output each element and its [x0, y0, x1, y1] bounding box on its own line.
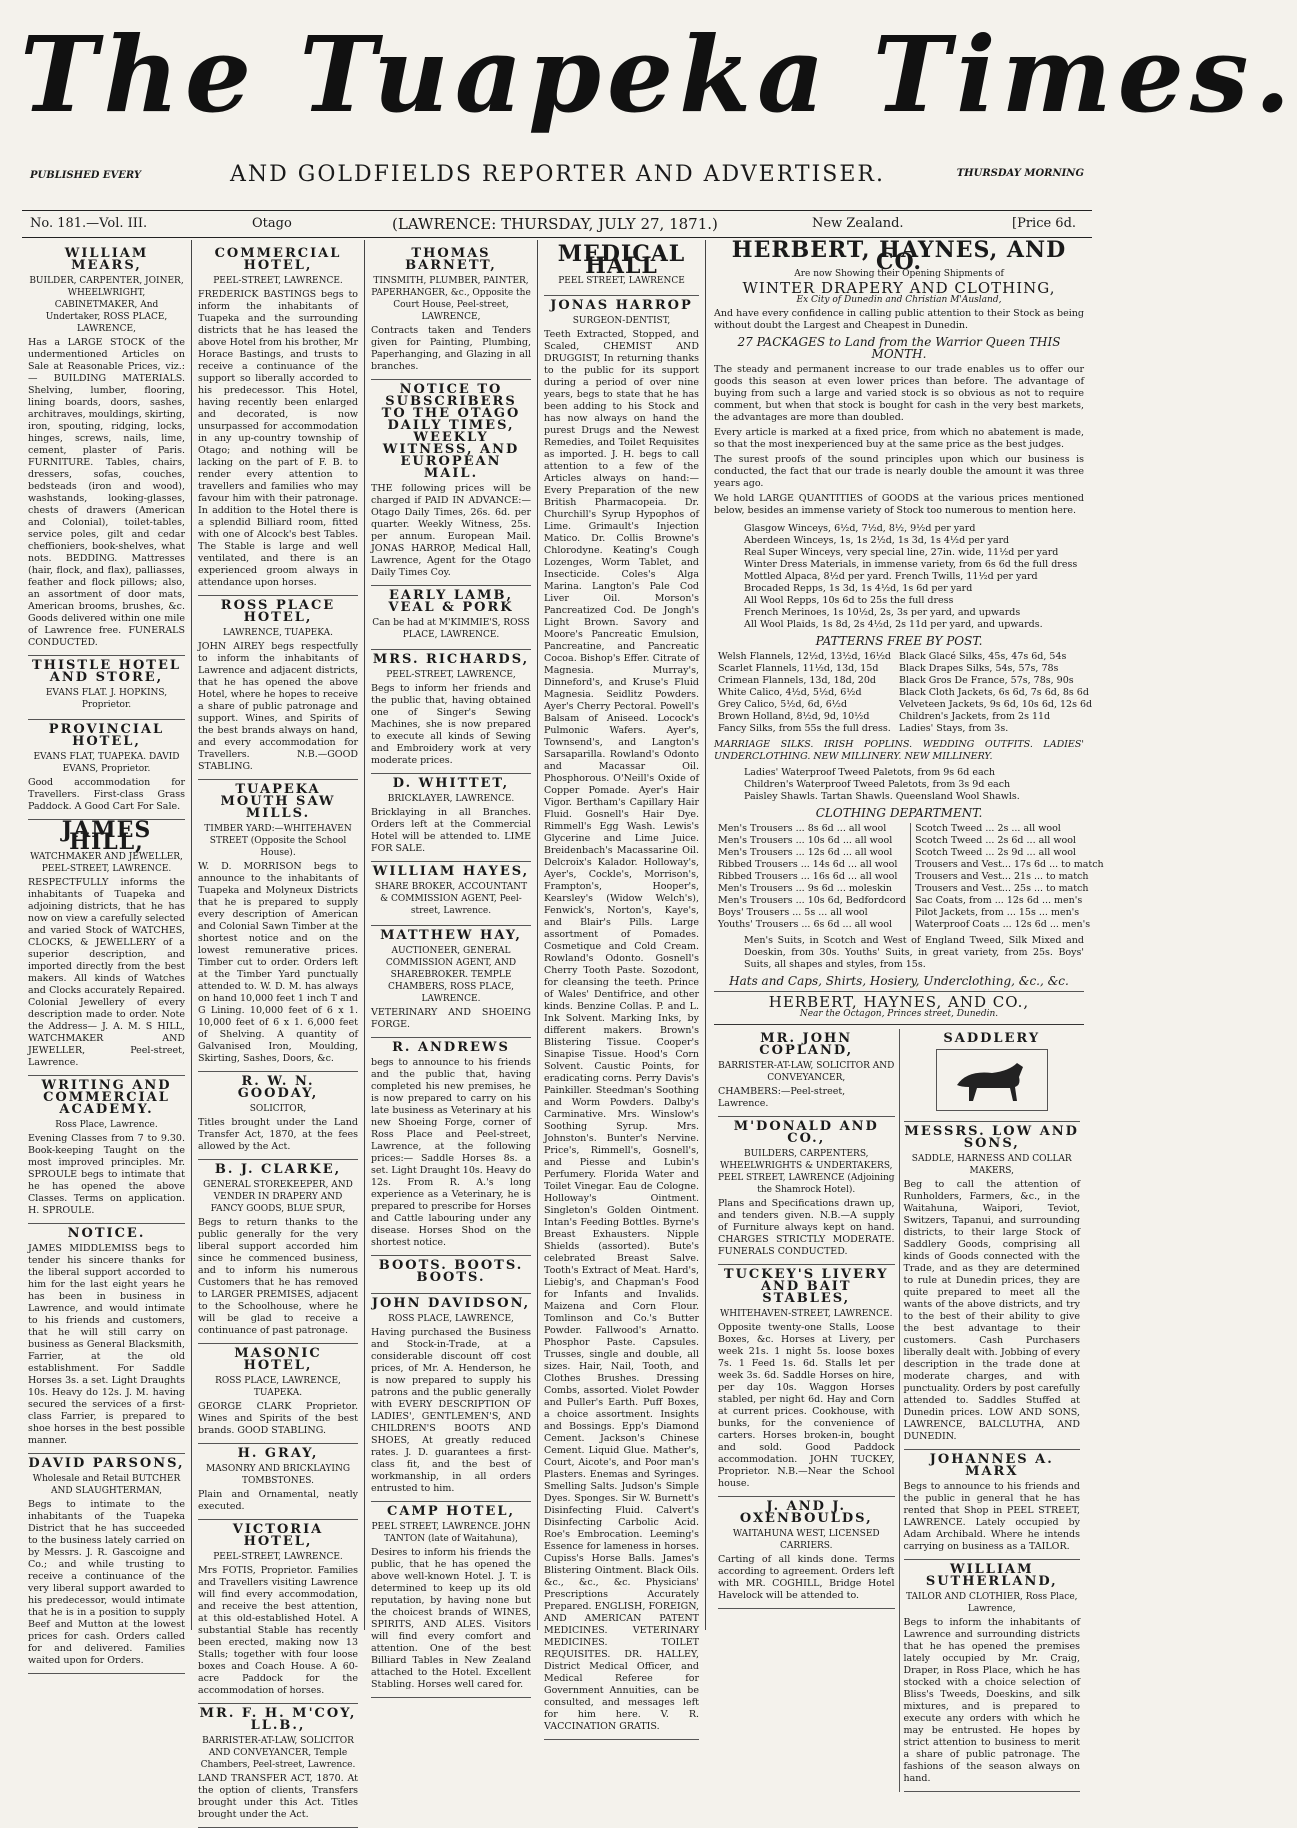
ad-subheading: BRICKLAYER, LAWRENCE.	[387, 794, 515, 804]
ad-subheading: BARRISTER-AT-LAW, SOLICITOR AND CONVEYANCER,	[718, 1061, 895, 1083]
advertisement	[198, 1704, 358, 1828]
advertisement	[904, 1029, 1081, 1122]
tweed-item: Trousers and Vest... 17s 6d ... to match	[915, 859, 1104, 870]
advertisement	[904, 1560, 1081, 1792]
ad-heading: JOHN DAVIDSON,	[371, 1296, 531, 1311]
advertisement	[28, 720, 185, 820]
ad-heading: TUAPEKA MOUTH SAW MILLS.	[220, 782, 336, 821]
herbert-hats: Hats and Caps, Shirts, Hosiery, Underclothing, &c., &c.	[729, 974, 1069, 988]
trousers-item: Boys' Trousers ... 5s ... all wool	[718, 907, 868, 918]
ad-body: CHAMBERS:—Peel-street, Lawrence.	[718, 1086, 846, 1109]
ad-body: Carting of all kinds done. Terms according to agreement. Orders left with MR. COGHILL, Bridge Hotel Havelock will be attended to.	[718, 1554, 895, 1601]
advertisement	[718, 1029, 895, 1117]
ad-heading: MEDICAL HALL	[557, 241, 686, 279]
ad-subheading: PEEL STREET, LAWRENCE	[558, 276, 685, 286]
ad-body: Plans and Specifications drawn up, and tenders given. N.B.—A supply of Furniture always kept on hand. CHARGES STRICTLY MODERATE. FUNERALS CONDUCTED.	[718, 1198, 895, 1257]
herbert-footer-address: Near the Octagon, Princes street, Dunedin.	[714, 1008, 1084, 1025]
ad-heading: COMMERCIAL HOTEL,	[214, 246, 342, 273]
ad-body: Bricklaying in all Branches. Orders left at the Commercial Hotel will be attended to. LIME FOR SALE.	[371, 807, 531, 854]
ad-heading: J. AND J. OXENBOULDS,	[739, 1499, 873, 1526]
herbert-price-list	[744, 523, 1084, 631]
herbert-clothing	[714, 823, 1104, 931]
column-3	[365, 240, 538, 1690]
ad-subheading: SADDLE, HARNESS AND COLLAR MAKERS,	[911, 1154, 1072, 1176]
ad-body: THE following prices will be charged if PAID IN ADVANCE:— Otago Daily Times, 26s. 6d. per quarter. Weekly Witness, 25s. per annum. European Mail. JONAS HARROP, Medical Hall, Lawrence, Agent for the Otago Daily Times Coy.	[371, 483, 531, 578]
waterproof-item: Paisley Shawls. Tartan Shawls. Queensland Wool Shawls.	[744, 791, 1020, 802]
tweed-item: Scotch Tweed ... 2s 6d ... all wool	[915, 835, 1076, 846]
ad-heading: B. J. CLARKE,	[214, 1162, 342, 1177]
ad-heading: M'DONALD AND CO.,	[733, 1119, 879, 1146]
advertisement	[198, 780, 358, 1072]
advertisement	[198, 244, 358, 596]
silk-item: Children's Jackets, from 2s 11d	[898, 711, 1051, 722]
advertisement	[544, 241, 699, 296]
herbert-suits: Men's Suits, in Scotch and West of England Tweed, Silk Mixed and Doeskin, from 30s. Youths' Suits, in great variety, from 25s. Boys' Suits, all shapes and styles, from 15s.	[744, 935, 1084, 970]
ad-body: Has a LARGE STOCK of the undermentioned Articles on Sale at Reasonable Prices, viz.:— BUILDING MATERIALS. Shelving, lumber, flooring, lining boards, doors, sashes, architraves, mouldings, skirting, iron, spouting, ridging, locks, hinges, screws, nails, lime, cement, plaster of Paris. FURNITURE. Tables, chairs, dressers, sofas, couches, bedsteads (iron and wood), washstands, looking-glasses, chests of drawers (American and Colonial), toilet-tables, service poles, gilt and cedar cheffioniers, book-shelves, what nots. BEDDING. Mattresses (hair, flock, and flax), palliasses, feather and flock pillows; also, an assortment of door mats, American brooms, brushes, &c. Goods delivered within one mile of Lawrence free. FUNERALS CONDUCTED.	[28, 337, 186, 648]
price-list-item: Winter Dress Materials, in immense variety, from 6s 6d the full dress	[744, 559, 1078, 570]
advertisement	[371, 650, 531, 774]
advertisement	[198, 1072, 358, 1160]
ad-subheading: SHARE BROKER, ACCOUNTANT & COMMISSION AGENT, Peel-street, Lawrence.	[374, 882, 528, 916]
ad-heading: VICTORIA HOTEL,	[232, 1522, 324, 1549]
issue-number: No. 181.—Vol. III.	[30, 216, 148, 231]
advertisement	[198, 1520, 358, 1704]
ad-subheading: SOLICITOR,	[249, 1104, 307, 1114]
issue-info-bar	[22, 210, 1092, 238]
advertisement	[198, 1160, 358, 1344]
ad-body: JOHN AIREY begs respectfully to inform the inhabitants of Lawrence and adjacent districts, that he has opened the above Hotel, where he hopes to receive a share of public patronage and support. Wines, and Spirits of the best brands always on hand, and every accommodation for Travellers. N.B.—GOOD STABLING.	[198, 641, 358, 772]
ad-body: Evening Classes from 7 to 9.30. Book-keeping Taught on the most improved principles. Mr. SPROULE begs to intimate that he has opened the above Classes. Terms on application. H. SPROULE.	[28, 1133, 185, 1216]
column-4	[538, 240, 706, 1732]
clothing-right	[911, 823, 1108, 931]
advertisement	[371, 1502, 531, 1698]
ad-heading: NOTICE.	[67, 1226, 146, 1241]
price-list-item: French Merinoes, 1s 10½d, 2s, 3s per yard, and upwards	[744, 607, 1021, 618]
advertisement	[371, 244, 531, 380]
advertisement	[371, 586, 531, 650]
ad-subheading: ROSS PLACE, LAWRENCE,	[388, 1314, 514, 1324]
advertisement	[371, 380, 531, 586]
ad-body: W. D. MORRISON begs to announce to the inhabitants of Tuapeka and Molyneux Districts that he is prepared to supply every description of American and Colonial Sawn Timber at the shortest notice and on the lowest remunerative prices. Timber cut to order. Orders left at the Timber Yard punctually attended to. W. D. M. has always on hand 10,000 feet 1 inch T and G Lining. 10,000 feet of 6 x 1. 10,000 feet of 6 x 1. 6,000 feet of Shelving. A quantity of Galvanised Iron, Moulding, Skirting, Sashes, Doors, &c.	[198, 861, 358, 1064]
ad-heading: NOTICE TO SUBSCRIBERS TO THE OTAGO DAILY TIMES, WEEKLY WITNESS, AND EUROPEAN MAIL.	[381, 382, 521, 481]
ad-body: Begs to inform her friends and the public that, having obtained one of Singer's Sewing Machines, she is now prepared to execute all kinds of Sewing and Embroidery work at very moderate prices.	[371, 683, 531, 766]
ad-body: JAMES MIDDLEMISS begs to tender his sincere thanks for the liberal support accorded to him for the last eight years he has been in business in Lawrence, and would intimate to his friends and customers, that he will still carry on business as General Blacksmith, Farrier, at the old establishment. For Saddle Horses 3s. a set. Light Draughts 10s. Heavy do 12s. J. M. having secured the services of a first-class Farrier, is prepared to shoe horses in the best possible manner.	[28, 1243, 185, 1446]
ad-body: Begs to announce to his friends and the public in general that he has rented that Shop in PEEL STREET, LAWRENCE. Lately occupied by Adam Archibald. Where he intends carrying on business as a TAILOR.	[903, 1481, 1080, 1552]
silk-item: Black Cloth Jackets, 6s 6d, 7s 6d, 8s 6d	[898, 687, 1089, 698]
clothing-left	[714, 823, 911, 931]
advertisement	[371, 1256, 531, 1294]
published-day-label: THURSDAY MORNING	[956, 168, 1084, 179]
herbert-text2: The steady and permanent increase to our trade enables us to offer our goods this season at even lower prices than before. The advantage of buying from such a large and varied stock is so obvious as not to require comment, but when that stock is bought for cash in the very best markets, the advantages are more than doubled.	[714, 364, 1084, 423]
tweed-item: Sac Coats, from ... 12s 6d ... men's	[915, 895, 1083, 906]
ad-subheading: ROSS PLACE, LAWRENCE, TUAPEKA.	[215, 1376, 341, 1398]
silk-item: Black Drapes Silks, 54s, 57s, 78s	[898, 663, 1059, 674]
waterproof-item: Ladies' Waterproof Tweed Paletots, from 9s 6d each	[744, 767, 996, 778]
flannel-item: Welsh Flannels, 12½d, 13½d, 16½d	[718, 651, 891, 662]
ad-heading: ROSS PLACE HOTEL,	[220, 598, 336, 625]
tweed-item: Waterproof Coats ... 12s 6d ... men's	[915, 919, 1091, 930]
ad-body: Mrs FOTIS, Proprietor. Families and Travellers visiting Lawrence will find every accommodation, and receive the best attention, at this old-established Hotel. A substantial Stable has recently been erected, making now 13 Stalls; together with four loose boxes and Coach House. A 60-acre Paddock for the accommodation of horses.	[198, 1565, 358, 1696]
ad-subheading: TIMBER YARD:—WHITEHAVEN STREET (Opposite the School House).	[204, 824, 352, 858]
horse-illustration	[936, 1049, 1048, 1111]
waterproof-item: Children's Waterproof Tweed Paletots, from 3s 9d each	[744, 779, 1011, 790]
price-list-item: Brocaded Repps, 1s 3d, 1s 4½d, 1s 6d per yard	[744, 583, 973, 594]
herbert-text3: Every article is marked at a fixed price, from which no abatement is made, so that the most inexperienced buy at the same price as the best judges.	[714, 427, 1084, 450]
flannels-right	[895, 651, 1096, 735]
ad-heading: MESSRS. LOW AND SONS,	[904, 1124, 1079, 1151]
ad-heading: R. ANDREWS	[392, 1040, 510, 1055]
ad-subheading: TAILOR AND CLOTHIER, Ross Place, Lawrence,	[905, 1592, 1078, 1614]
herbert-flannels	[714, 651, 1093, 735]
ad-heading: SADDLERY	[943, 1031, 1041, 1046]
ad-heading: WILLIAM MEARS,	[64, 246, 149, 273]
ad-body: Good accommodation for Travellers. First-class Grass Paddock. A Good Cart For Sale.	[28, 777, 185, 812]
advertisement	[198, 1444, 358, 1520]
issue-country: New Zealand.	[812, 216, 904, 231]
herbert-waterproof	[744, 767, 1084, 803]
ad-heading: CAMP HOTEL,	[387, 1504, 515, 1519]
trousers-item: Men's Trousers ... 9s 6d ... moleskin	[718, 883, 893, 894]
ad-subheading: BARRISTER-AT-LAW, SOLICITOR AND CONVEYANCER, Temple Chambers, Peel-street, Lawrence.	[200, 1736, 356, 1770]
advertisement	[371, 926, 531, 1038]
herbert-text5: We hold LARGE QUANTITIES of GOODS at the various prices mentioned below, besides an immense variety of Stock too numerous to mention here.	[714, 493, 1084, 516]
ad-subheading: TINSMITH, PLUMBER, PAINTER, PAPERHANGER, &c., Opposite the Court House, Peel-street, LAWRENCE,	[371, 276, 531, 322]
herbert-clothing-heading: CLOTHING DEPARTMENT.	[815, 806, 983, 820]
advertisement	[28, 817, 185, 1076]
ad-subheading: WATCHMAKER AND JEWELLER, PEEL-STREET, LAWRENCE.	[30, 852, 183, 874]
ad-heading: BOOTS. BOOTS. BOOTS.	[378, 1258, 524, 1285]
newspaper-subtitle: AND GOLDFIELDS REPORTER AND ADVERTISER.	[230, 162, 885, 187]
ad-heading: MRS. RICHARDS,	[372, 652, 530, 667]
issue-dateline: (LAWRENCE: THURSDAY, JULY 27, 1871.)	[392, 215, 718, 233]
ad-subheading: Ross Place, Lawrence.	[55, 1120, 158, 1130]
price-list-item: Mottled Alpaca, 8½d per yard. French Twills, 11½d per yard	[744, 571, 1038, 582]
ad-body: LAND TRANSFER ACT, 1870. At the option of clients, Transfers brought under this Act. Titles brought under the Act.	[198, 1773, 358, 1820]
ad-heading: WILLIAM SUTHERLAND,	[925, 1562, 1058, 1589]
ad-subheading: Wholesale and Retail BUTCHER AND SLAUGHTERMAN,	[32, 1474, 181, 1496]
ad-heading: R. W. N. GOODAY,	[237, 1074, 319, 1101]
advertisement	[28, 656, 185, 720]
trousers-item: Men's Trousers ... 12s 6d ... all wool	[718, 847, 893, 858]
ad-heading: MATTHEW HAY,	[380, 928, 522, 943]
ad-heading: DAVID PARSONS,	[28, 1456, 185, 1471]
column-5a	[714, 1029, 900, 1792]
tweed-item: Scotch Tweed ... 2s 9d ... all wool	[915, 847, 1076, 858]
ad-body: FREDERICK BASTINGS begs to inform the inhabitants of Tuapeka and the surrounding districts that he has leased the above Hotel from his brother, Mr Horace Bastings, and trusts to receive a continuance of the support so liberally accorded to his predecessor. This Hotel, having recently been enlarged and decorated, is now unsurpassed for accommodation in any up-country township of Otago; and nothing will be lacking on the part of F. B. to render every attention to travellers and families who may favour him with their patronage. In addition to the Hotel there is a splendid Billiard room, fitted with one of Alcock's best Tables. The Stable is large and well ventilated, and there is an experienced groom always in attendance upon horses.	[198, 289, 358, 588]
masthead	[0, 0, 1297, 200]
ad-body: GEORGE CLARK Proprietor. Wines and Spirits of the best brands. GOOD STABLING.	[198, 1401, 358, 1436]
price-list-item: Glasgow Winceys, 6½d, 7½d, 8½, 9½d per yard	[744, 523, 976, 534]
trousers-item: Men's Trousers ... 10s 6d, Bedfordcord	[718, 895, 907, 906]
ad-body: Desires to inform his friends the public, that he has opened the above well-known Hotel. J. T. is determined to keep up its old reputation, by having none but the choicest brands of WINES, SPIRITS, AND ALES. Visitors will find every comfort and attention. One of the best Billiard Tables in New Zealand attached to the Hotel. Excellent Stabling. Horses well cared for.	[371, 1547, 531, 1690]
advertisement	[371, 1294, 531, 1502]
price-list-item: Aberdeen Winceys, 1s, 1s 2½d, 1s 3d, 1s 4½d per yard	[744, 535, 1010, 546]
ad-subheading: WAITAHUNA WEST, LICENSED CARRIERS.	[732, 1529, 880, 1551]
ad-heading: H. GRAY,	[237, 1446, 319, 1461]
column-2	[192, 240, 365, 1820]
trousers-item: Men's Trousers ... 8s 6d ... all wool	[718, 823, 887, 834]
trousers-item: Youths' Trousers ... 6s 6d ... all wool	[718, 919, 892, 930]
advertisement	[28, 1224, 185, 1454]
column-5	[706, 237, 1104, 1784]
ad-body: Teeth Extracted, Stopped, and Scaled, CHEMIST AND DRUGGIST, In returning thanks to the public for its support during a period of over nine years, begs to state that he has been adding to his Stock and has now always on hand the purest Drugs and the Newest Remedies, and Toilet Requisites as imported. J. H. begs to call attention to a few of the Articles always on hand:— Every Preparation of the new British Pharmacopeia. Dr. Churchill's Syrup Hypophos of Lime. Grimault's Injection Matico. Dr. Collis Browne's Chlorodyne. Keating's Cough Lozenges, Worm Tablet, and Insecticide. Coles's Alga Marina. Langton's Pale Cod Liver Oil. Morson's Pancreatized Cod. De Jongh's Light Brown. Savory and Moore's Pancreatic Emulsion, Pancreatine, and Pancreatic Cocoa. Bishop's Effer. Citrate of Magnesia. Murray's, Dinneford's, and Kruse's Fluid Magnesia. Seidlitz Powders. Ayer's Cherry Pectoral. Powell's Balsam of Aniseed. Locock's Pulmonic Wafers. Ayer's, Townsend's, and Langton's Sarsaparilla. Rowland's Odonto and Macassar Oil. Phosphorous. O'Neill's Oxide of Copper Pomade. Ayer's Hair Vigor. Bertham's Capillary Hair Fluid. Gosnell's Hair Dye. Rimmell's Egg Wash. Lewis's Glycerine and Lime Juice. Breidenbach's Macassarine Oil. Delcroix's Kalador. Holloway's, Ayer's, Cockle's, Morrison's, Frampton's, Hooper's, Kearsley's (Widow Welch's), Fenwick's, Norton's, Kaye's, and Blair's Pills. Large assortment of Pomades. Cosmetique and Cold Cream. Rowland's Odonto. Gosnell's Cherry Tooth Paste. Sozodont, for cleansing the teeth. Prince of Wales' Dentifrice, and other kinds. Benzine Collas. P. and L. Ink Solvent. Marking Inks, by different makers. Brown's Blistering Tissue. Cooper's Sinapise Tissue. Hood's Corn Solvent. Caustic Points, for eradicating corns. Perry Davis's Painkiller. Steedman's Soothing and Worm Powders. Dalby's Carminative. Mrs. Winslow's Soothing Syrup. Mrs. Johnston's. Bunter's Nervine. Price's, Rimmell's, Gosnell's, and Piesse and Lubin's Perfumery. Florida Water and Toilet Vinegar. Eau de Cologne. Holloway's Ointment. Singleton's Golden Ointment. Intan's Feeding Bottles. Byrne's Breast Exhausters. Nipple Shields (assorted). Bute's celebrated Breast Salve. Tooth's Extract of Meat. Hard's, Liebig's, and Chapman's Food for Infants and Invalids. Maizena and Corn Flour. Tomlinson and Co.'s Butter Powder. Fallwood's Arnatto. Phosphor Paste. Capsules. Trusses, single and double, all sizes. Hair, Nail, Tooth, and Clothes Brushes. Dressing Combs, assorted. Violet Powder and Puller's Earth. Puff Boxes, a choice assortment. Insights and Bossings. Epp's Diamond Cement. Jackson's Chinese Cement. Liquid Glue. Mather's, Court, Aicote's, and Poor man's Plasters. Enemas and Syringes. Smelling Salts. Judson's Simple Dyes. Sponges. Sir W. Burnett's Disinfecting Fluid. Calvert's Disinfecting Carbolic Acid. Roe's Embrocation. Leeming's Essence for lameness in horses. Cupiss's Horse Balls. James's Blistering Ointment. Black Oils. &c., &c., &c. Physicians' Prescriptions Accurately Prepared. ENGLISH, FOREIGN, AND AMERICAN PATENT MEDICINES. VETERINARY MEDICINES. TOILET REQUISITES. DR. HALLEY, District Medical Officer, and Medical Referee for Government Annuities, can be consulted, and messages left for him here. V. R. VACCINATION GRATIS.	[544, 329, 699, 1732]
ad-body: Begs to intimate to the inhabitants of the Tuapeka District that he has succeeded to the business lately carried on by Messrs. J. R. Gascoigne and Co.; and while trusting to receive a continuance of the very liberal support awarded to his predecessor, would intimate that he is in a position to supply Beef and Mutton at the lowest prices for cash. Orders called for and delivered. Families waited upon for Orders.	[28, 1499, 185, 1666]
ad-body: Titles brought under the Land Transfer Act, 1870, at the fees allowed by the Act.	[198, 1117, 358, 1152]
ad-heading: JAMES HILL,	[61, 817, 152, 855]
ad-heading: D. WHITTET,	[392, 776, 510, 791]
ad-heading: WRITING AND COMMERCIAL ACADEMY.	[41, 1078, 172, 1117]
advertisement	[28, 1076, 185, 1224]
columns	[22, 237, 1104, 1820]
silk-item: Velveteen Jackets, 9s 6d, 10s 6d, 12s 6d	[898, 699, 1093, 710]
newspaper-title: The Tuapeka Times.	[20, 13, 1297, 136]
flannel-item: Scarlet Flannels, 11½d, 13d, 15d	[718, 663, 879, 674]
ad-heading: JOHANNES A. MARX	[929, 1452, 1054, 1479]
ad-body: Having purchased the Business and Stock-in-Trade, at a considerable discount off cost prices, of Mr. A. Henderson, he is now prepared to supply his patrons and the public generally with EVERY DESCRIPTION OF LADIES', GENTLEMEN'S, AND CHILDREN'S BOOTS AND SHOES, At greatly reduced rates. J. D. guarantees a first-class fit, and the best of workmanship, in all orders entrusted to him.	[371, 1327, 531, 1494]
column-1	[22, 240, 192, 1666]
price-list-item: All Wool Repps, 10s 6d to 25s the full dress	[744, 595, 954, 606]
trousers-item: Men's Trousers ... 10s 6d ... all wool	[718, 835, 893, 846]
advertisement	[718, 1265, 895, 1497]
flannel-item: Grey Calico, 5½d, 6d, 6½d	[718, 699, 848, 710]
ad-subheading: PEEL-STREET, LAWRENCE,	[386, 670, 516, 680]
herbert-ships: Ex City of Dunedin and Christian M'Ausland,	[796, 295, 1002, 305]
column-5b	[900, 1029, 1085, 1792]
advertisement	[198, 1344, 358, 1444]
ad-heading: THISTLE HOTEL AND STORE,	[31, 658, 181, 685]
ad-subheading: PEEL-STREET, LAWRENCE.	[213, 276, 343, 286]
flannel-item: Brown Holland, 8½d, 9d, 10½d	[718, 711, 870, 722]
herbert-headline: WINTER DRAPERY AND CLOTHING,	[742, 279, 1056, 297]
ad-body: Begs to return thanks to the public generally for the very liberal support accorded him since he commenced business, and to inform his numerous Customers that he has removed to LARGER PREMISES, adjacent to the Schoolhouse, where he will be glad to receive a continuance of past patronage.	[198, 1217, 358, 1336]
ad-heading: THOMAS BARNETT,	[405, 246, 497, 273]
tweed-item: Pilot Jackets, from ... 15s ... men's	[915, 907, 1080, 918]
herbert-packages: 27 PACKAGES to Land from the Warrior Queen THIS MONTH.	[737, 335, 1061, 361]
herbert-intro: Are now Showing their Opening Shipments of	[794, 269, 1004, 279]
ad-subheading: Can be had at M'KIMMIE'S, ROSS PLACE, LAWRENCE.	[372, 618, 530, 640]
ad-subheading: AUCTIONEER, GENERAL COMMISSION AGENT, AND SHAREBROKER. TEMPLE CHAMBERS, ROSS PLACE, LAWRENCE.	[385, 946, 517, 1004]
ad-subheading: MASONRY AND BRICKLAYING TOMBSTONES.	[205, 1464, 351, 1486]
ad-heading: JONAS HARROP	[550, 298, 693, 313]
ad-heading: MR. JOHN COPLAND,	[759, 1031, 854, 1058]
flannel-item: Crimean Flannels, 13d, 18d, 20d	[718, 675, 876, 686]
advertisement	[371, 862, 531, 926]
advertisement	[718, 1497, 895, 1609]
flannel-item: White Calico, 4½d, 5½d, 6½d	[718, 687, 862, 698]
advertisement	[371, 774, 531, 862]
ad-body: Plain and Ornamental, neatly executed.	[198, 1489, 358, 1512]
ad-subheading: SURGEON-DENTIST,	[572, 316, 671, 326]
silk-item: Black Glacé Silks, 45s, 47s 6d, 54s	[898, 651, 1067, 662]
ad-subheading: PEEL STREET, LAWRENCE. JOHN TANTON (late of Waitahuna),	[371, 1522, 531, 1544]
herbert-patterns: PATTERNS FREE BY POST.	[815, 634, 983, 648]
issue-price: [Price 6d.	[1012, 216, 1077, 231]
ad-subheading: GENERAL STOREKEEPER, AND VENDER IN DRAPERY AND FANCY GOODS, BLUE SPUR,	[203, 1180, 353, 1214]
advertisement	[28, 1454, 185, 1674]
herbert-text1: And have every confidence in calling public attention to their Stock as being without doubt the Largest and Cheapest in Dunedin.	[714, 308, 1084, 331]
ad-heading: EARLY LAMB, VEAL & PORK	[388, 588, 514, 615]
ad-heading: MR. F. H. M'COY, LL.B.,	[199, 1706, 357, 1733]
ad-body: Begs to inform the inhabitants of Lawrence and surrounding districts that he has opened the premises lately occupied by Mr. Craig, Draper, in Ross Place, which he has stocked with a choice selection of Bliss's Tweeds, Doeskins, and silk mixtures, and is prepared to execute any orders with which he may be entrusted. He hopes by strict attention to business to merit a share of public patronage. The fashions of the season always on hand.	[903, 1617, 1080, 1784]
advertisement	[904, 1122, 1081, 1450]
published-every-label: PUBLISHED EVERY	[30, 170, 141, 181]
ad-heading: TUCKEY'S LIVERY AND BAIT STABLES,	[723, 1267, 889, 1306]
herbert-text4: The surest proofs of the sound principles upon which our business is conducted, the fact that our trade is nearly double the amount it was three years ago.	[714, 454, 1084, 489]
ad-subheading: EVANS FLAT, TUAPEKA. DAVID EVANS, Proprietor.	[33, 752, 180, 774]
ad-body: Contracts taken and Tenders given for Painting, Plumbing, Paperhanging, and Glazing in all branches.	[371, 325, 531, 372]
tweed-item: Trousers and Vest... 21s ... to match	[915, 871, 1089, 882]
issue-place: Otago	[252, 216, 292, 231]
ad-subheading: PEEL-STREET, LAWRENCE.	[213, 1552, 343, 1562]
herbert-footer-title: HERBERT, HAYNES, AND CO.,	[714, 991, 1084, 1008]
advertisement	[198, 596, 358, 780]
ad-body: begs to announce to his friends and the public that, having completed his new premises, he is now prepared to carry on his late business as Veterinary at his new Shoeing Forge, corner of Ross Place and Peel-street, Lawrence, at the following prices:— Saddle Horses 8s. a set. Light Draught 10s. Heavy do 12s. From R. A.'s long experience as a Veterinary, he is prepared to prescribe for Horses and Cattle labouring under any disease. Horses Shod on the shortest notice.	[371, 1057, 531, 1248]
tweed-item: Trousers and Vest... 25s ... to match	[915, 883, 1089, 894]
advertisement	[544, 296, 699, 1740]
flannel-item: Fancy Silks, from 55s the full dress.	[718, 723, 891, 734]
trousers-item: Ribbed Trousers ... 14s 6d ... all wool	[718, 859, 898, 870]
ad-subheading: LAWRENCE, TUAPEKA.	[223, 628, 333, 638]
ad-subheading: WHITEHAVEN-STREET, LAWRENCE.	[720, 1309, 893, 1319]
trousers-item: Ribbed Trousers ... 16s 6d ... all wool	[718, 871, 898, 882]
column-5-lower	[714, 1029, 1084, 1792]
ad-heading: MASONIC HOTEL,	[234, 1346, 322, 1373]
advertisement	[718, 1117, 895, 1265]
silk-item: Black Gros De France, 57s, 78s, 90s	[898, 675, 1074, 686]
ad-subheading: BUILDERS, CARPENTERS, WHEELWRIGHTS & UNDERTAKERS, PEEL STREET, LAWRENCE (Adjoining the Shamrock Hotel).	[718, 1149, 895, 1195]
ad-body: Beg to call the attention of Runholders, Farmers, &c., in the Waitahuna, Waipori, Teviot, Switzers, Tapanui, and surrounding districts, to their large Stock of Saddlery Goods, comprising all kinds of Goods connected with the Trade, and as they are determined to rule at Dunedin prices, they are quite prepared to meet all the wants of the above districts, and try to the best of their ability to give the best advantage to their customers. Cash Purchasers liberally dealt with. Jobbing of every description in the trade done at moderate charges, and with punctuality. Orders by post carefully attended to. Saddles Stuffed at Dunedin prices. LOW AND SONS, LAWRENCE, BALCLUTHA, AND DUNEDIN.	[903, 1179, 1080, 1442]
advertisement	[28, 244, 185, 656]
price-list-item: Real Super Winceys, very special line, 27in. wide, 11½d per yard	[744, 547, 1059, 558]
flannels-left	[714, 651, 895, 735]
ad-body: RESPECTFULLY informs the inhabitants of Tuapeka and adjoining districts, that he has now on view a carefully selected and varied Stock of WATCHES, CLOCKS, & JEWELLERY of a superior description, and imported directly from the best makers. All kinds of Watches and Clocks accurately Repaired. Colonial Jewellery of every description made to order. Note the Address— J. A. M. S HILL, WATCHMAKER AND JEWELLER, Peel-street, Lawrence.	[28, 877, 185, 1068]
advertisement	[904, 1450, 1081, 1560]
ad-subheading: BUILDER, CARPENTER, JOINER, WHEELWRIGHT, CABINETMAKER, And Undertaker, ROSS PLACE, LAWRENCE,	[29, 276, 184, 334]
price-list-item: All Wool Plaids, 1s 8d, 2s 4½d, 2s 11d per yard, and upwards.	[744, 619, 1043, 630]
herbert-title: HERBERT, HAYNES, AND CO.	[731, 237, 1067, 275]
ad-heading: WILLIAM HAYES,	[372, 864, 530, 879]
ad-heading: PROVINCIAL HOTEL,	[48, 722, 165, 749]
ad-subheading: EVANS FLAT. J. HOPKINS, Proprietor.	[45, 688, 168, 710]
ad-body: VETERINARY AND SHOEING FORGE.	[371, 1007, 531, 1030]
ad-body: Opposite twenty-one Stalls, Loose Boxes, &c. Horses at Livery, per week 21s. 1 night 5s. loose boxes 7s. 1 Feed 1s. 6d. Stalls let per week 3s. 6d. Saddle Horses on hire, per day 10s. Waggon Horses stabled, per night 6d. Hay and Corn at current prices. Cookhouse, with bunks, for the convenience of carters. Horses broken-in, bought and sold. Good Paddock accommodation. JOHN TUCKEY, Proprietor. N.B.—Near the School house.	[718, 1322, 895, 1489]
herbert-silks-line: MARRIAGE SILKS. IRISH POPLINS. WEDDING OUTFITS. LADIES' UNDERCLOTHING. NEW MILLINERY. NEW MILLINERY.	[714, 739, 1084, 762]
tweed-item: Scotch Tweed ... 2s ... all wool	[915, 823, 1061, 834]
advertisement	[371, 1038, 531, 1256]
silk-item: Ladies' Stays, from 3s.	[898, 723, 1009, 734]
